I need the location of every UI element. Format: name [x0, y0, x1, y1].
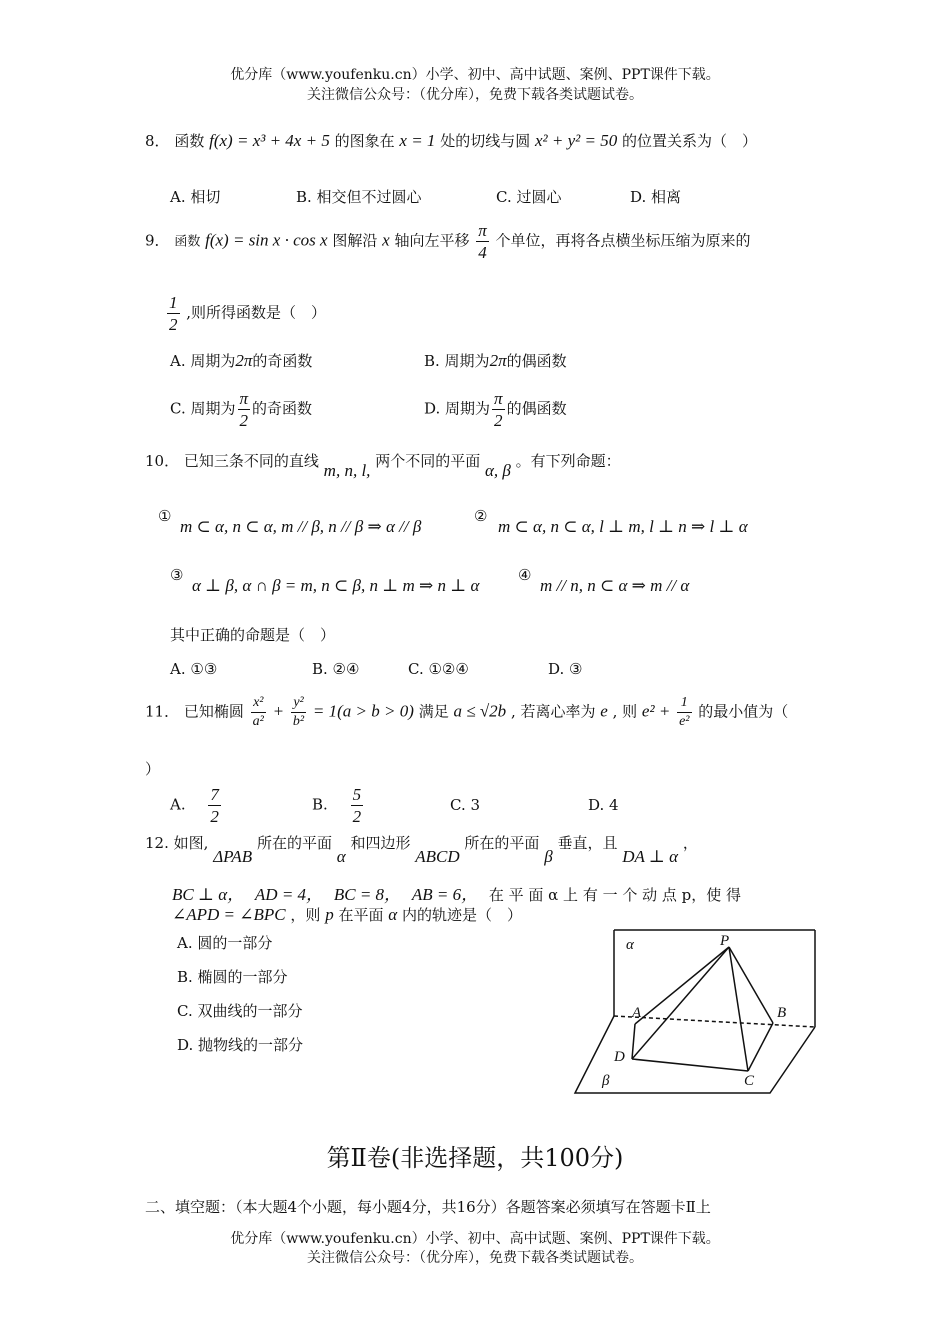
question-text: 和四边形 [350, 834, 411, 852]
question-text: , 则 [612, 702, 638, 721]
question-number: 11． [145, 702, 180, 721]
proposition-4-mark: ④ [518, 566, 532, 584]
footer-line-2: 关注微信公众号：（优分库），免费下载各类试题试卷。 [307, 1250, 643, 1266]
question-prompt: 其中正确的命题是（ ） [170, 626, 336, 644]
question-number: 12. [145, 834, 169, 852]
label-A: A [632, 1005, 642, 1021]
question-text: 垂直，且 [557, 834, 618, 852]
proposition-3: α ⊥ β, α ∩ β = m, n ⊂ β, n ⊥ m ⇒ n ⊥ α [192, 576, 480, 595]
math-beta: β [544, 847, 553, 866]
proposition-1-mark: ① [158, 507, 172, 525]
question-9-line-2 [165, 294, 326, 333]
option-c[interactable]: C. 周期为 $\frac{\pi}{2}$ 的奇函数 [170, 389, 313, 430]
fraction-1-e2: $\frac{1}{\text{e²}}$ [679, 695, 690, 729]
question-text: 图解沿 [332, 231, 378, 250]
option-b[interactable]: B. 椭圆的一部分 [177, 968, 288, 986]
label-beta: β [602, 1073, 610, 1089]
option-a[interactable]: A. ①③ [170, 660, 218, 678]
question-text: 满足 [418, 702, 449, 721]
question-text: 函数 [174, 132, 205, 150]
option-a[interactable]: A. $\frac{7}{2}$ [170, 785, 219, 826]
fraction-half: $\frac{1}{2}$ [169, 293, 178, 334]
proposition-2-mark: ② [474, 507, 488, 525]
question-text: 的位置关系为（ ） [622, 132, 758, 150]
label-B: B [777, 1005, 787, 1021]
math-function: f(x) = sin x · cos x [205, 230, 328, 250]
option-d[interactable]: D. 抛物线的一部分 [177, 1036, 304, 1054]
question-text: ,则所得函数是（ ） [186, 303, 327, 322]
proposition-1: m ⊂ α, n ⊂ α, m // β, n // β ⇒ α // β [180, 517, 422, 536]
label-D: D [614, 1049, 625, 1065]
header-line-1: 优分库（www.youfenku.cn）小学、初中、高中试题、案例、PPT课件下载。 [230, 67, 720, 83]
question-12-line-3: ∠APD = ∠BPC ，则 p 在平面 α 内的轨迹是（ ） [172, 905, 523, 924]
option-c[interactable]: C. 过圆心 [496, 188, 562, 206]
option-c[interactable]: C. ①②④ [408, 660, 469, 678]
fraction-pi-over-4: $\frac{\pi}{4}$ [478, 221, 487, 262]
math-condition: a ≤ √2b [453, 701, 507, 721]
math-expr: e² + [641, 701, 671, 721]
question-text: 处的切线与圆 [440, 132, 531, 150]
edge-PB [729, 947, 773, 1023]
question-text: ） [145, 760, 161, 778]
question-text: 如图, [173, 834, 209, 852]
question-12: 12. 如图, ΔPAB 所在的平面 α 和四边形 ABCD 所在的平面 β 垂直，且 DA ⊥ α ， [145, 834, 698, 866]
label-C: C [744, 1073, 755, 1089]
fraction-y2-b2: $\frac{\text{y²}}{\text{b²}}$ [292, 695, 305, 729]
math-function: f(x) = x³ + 4x + 5 [209, 131, 330, 150]
question-text: 两个不同的平面 [375, 452, 481, 470]
question-8 [145, 130, 757, 151]
question-number: 8． [145, 132, 170, 150]
option-c[interactable]: C. 3 [450, 796, 481, 814]
footer-line-1: 优分库（www.youfenku.cn）小学、初中、高中试题、案例、PPT课件下载。 [230, 1231, 720, 1247]
question-number: 9． [145, 231, 170, 250]
question-text: 所在的平面 [464, 834, 540, 852]
plane-beta-edges [575, 1016, 815, 1093]
math-alpha: α [336, 847, 346, 866]
option-a[interactable]: A. 周期为2π的奇函数 [170, 351, 313, 370]
option-a[interactable]: A. 相切 [170, 188, 221, 206]
geometry-figure [570, 925, 830, 1100]
question-12-line-2: BC ⊥ α， AD = 4， BC = 8， AB = 6， 在 平 面 α 上 有 一 个 动 点 p，使 得 [172, 885, 742, 904]
option-d[interactable]: D. 4 [588, 796, 619, 814]
math-triangle: ΔPAB [213, 847, 253, 866]
header-line-2: 关注微信公众号：（优分库），免费下载各类试题试卷。 [307, 87, 643, 103]
question-10 [145, 450, 621, 480]
option-d[interactable]: D. 周期为 $\frac{\pi}{2}$ 的偶函数 [424, 389, 567, 430]
proposition-4: m // n, n ⊂ α ⇒ m // α [540, 576, 690, 595]
math-condition: DA ⊥ α [622, 847, 679, 866]
question-number: 10． [145, 452, 180, 470]
question-text: 已知三条不同的直线 [183, 452, 319, 470]
math-quad: ABCD [415, 847, 460, 866]
label-alpha: α [626, 937, 634, 953]
edge-PC [729, 947, 748, 1071]
option-b[interactable]: B. ②④ [312, 660, 360, 678]
question-9 [145, 222, 751, 261]
question-text: 的图象在 [334, 132, 395, 150]
fill-in-instructions: 二、填空题：（本大题4个小题，每小题4分，共16分）各题答案必须填写在答题卡Ⅱ上 [145, 1198, 711, 1216]
question-text: 的最小值为（ [698, 702, 789, 721]
question-text: 已知椭圆 [183, 702, 244, 721]
math-circle: x² + y² = 50 [535, 131, 618, 150]
question-text: 所在的平面 [256, 834, 332, 852]
edge-BC [748, 1023, 773, 1071]
math-variable: x [382, 230, 390, 250]
question-text: , 若离心率为 [510, 702, 596, 721]
edge-DC [632, 1059, 748, 1071]
option-b[interactable]: B. 相交但不过圆心 [296, 188, 422, 206]
math-ellipse-eq: = 1(a > b > 0) [312, 701, 414, 721]
question-text: 轴向左平移 [394, 231, 470, 250]
option-b[interactable]: B. 周期为2π的偶函数 [424, 351, 567, 370]
math-point: x = 1 [399, 131, 436, 150]
fraction-x2-a2: $\frac{\text{x²}}{\text{a²}}$ [252, 695, 264, 729]
proposition-3-mark: ③ [170, 566, 184, 584]
math-planes: α, β [485, 461, 511, 480]
question-text: 函数 [174, 234, 201, 250]
label-P: P [720, 933, 730, 949]
section-title: 第Ⅱ卷(非选择题，共100分) [326, 1144, 624, 1172]
option-c[interactable]: C. 双曲线的一部分 [177, 1002, 303, 1020]
math-lines: m, n, l, [323, 461, 371, 480]
edge-AD [632, 1024, 635, 1059]
option-d[interactable]: D. 相离 [630, 188, 682, 206]
question-11: 11． 已知椭圆 $\frac{\text{x²}}{\text{a²}}$ + $\frac{\text{y²}}{\text{b²}}$ = 1(a > b > 0) 满足 a ≤ √2b , 若离心率为 e , 则 e² + $\frac{1}{\text{e²}}$ 的最小值为（ [145, 695, 789, 729]
option-d[interactable]: D. ③ [548, 660, 583, 678]
edge-PD [632, 947, 729, 1059]
question-text: 。有下列命题： [515, 452, 621, 470]
edge-PA [635, 947, 729, 1024]
option-a[interactable]: A. 圆的一部分 [177, 934, 273, 952]
option-b[interactable]: B. $\frac{5}{2}$ [312, 785, 362, 826]
math-e: e [600, 701, 608, 721]
question-text: 个单位，再将各点横坐标压缩为原来的 [495, 231, 751, 250]
proposition-2: m ⊂ α, n ⊂ α, l ⊥ m, l ⊥ n ⇒ l ⊥ α [498, 517, 748, 536]
